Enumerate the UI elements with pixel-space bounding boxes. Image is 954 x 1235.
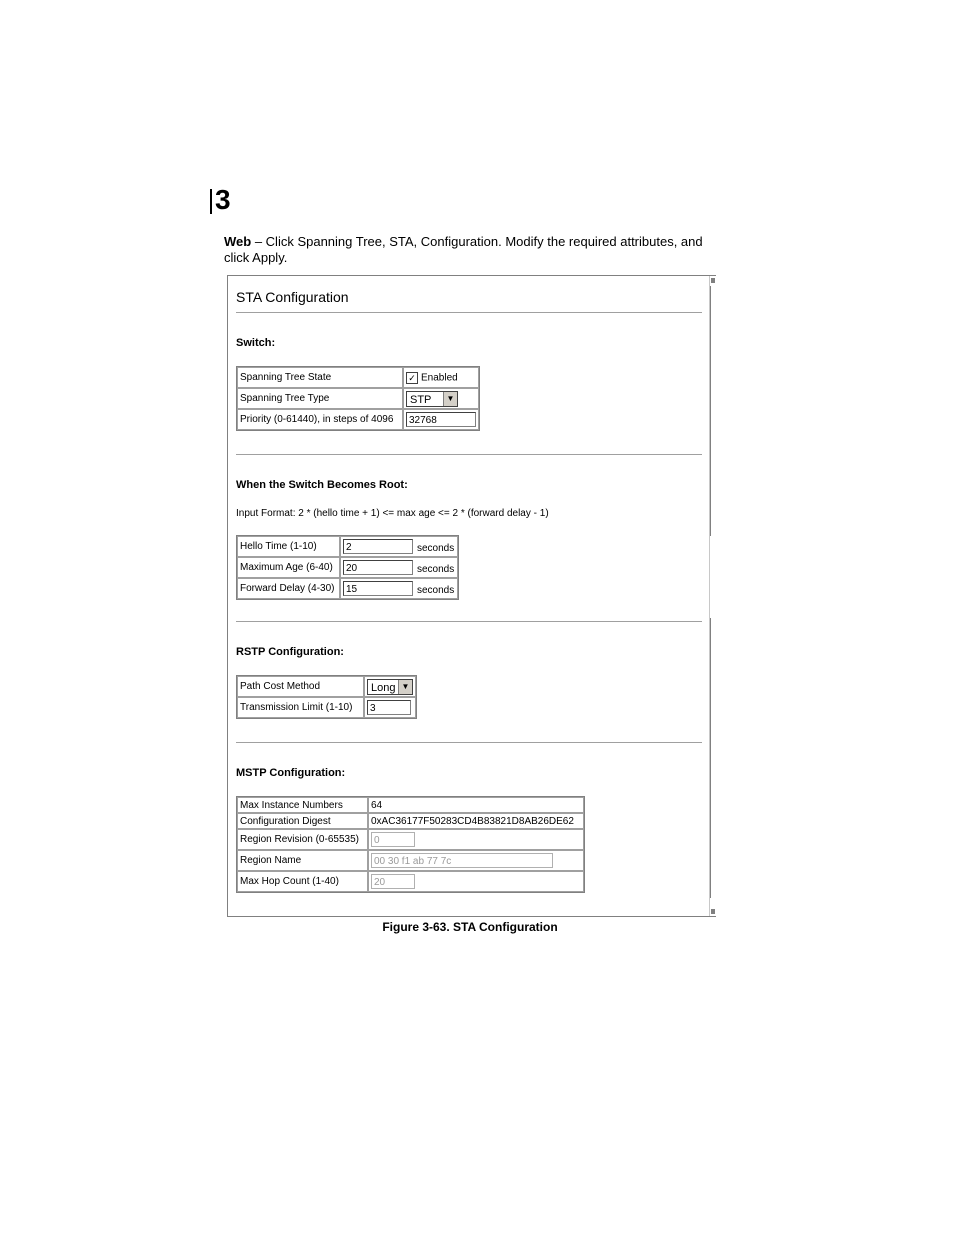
spanning-tree-type-select[interactable]: [406, 391, 458, 407]
region-revision-input[interactable]: 0: [371, 832, 415, 847]
mstp-table: [236, 796, 585, 893]
intro-bold: Web: [224, 234, 252, 249]
fwd-label: Forward Delay (4-30): [237, 578, 340, 599]
region-revision-cell: [368, 829, 584, 850]
table-row: [237, 367, 479, 388]
chevron-down-icon[interactable]: ▼: [443, 392, 457, 406]
type-value: STP: [410, 393, 432, 406]
path-cost-value: Long: [371, 681, 396, 694]
tx-limit-cell: [364, 697, 416, 718]
page-title: STA Configuration: [236, 289, 349, 305]
table-row: [237, 797, 584, 813]
enabled-checkbox[interactable]: ✓: [406, 372, 418, 384]
max-hop-label: Max Hop Count (1-40): [237, 871, 368, 892]
intro-text: – Click Spanning Tree, STA, Configuration. Modify the required attributes, and click Apply.: [224, 234, 703, 265]
region-name-input[interactable]: 00 30 f1 ab 77 7c: [371, 853, 553, 868]
table-row: [237, 676, 416, 697]
maxage-unit: seconds: [417, 564, 455, 575]
type-label: Spanning Tree Type: [237, 388, 403, 409]
priority-label: Priority (0-61440), in steps of 4096: [237, 409, 403, 430]
scroll-up-icon[interactable]: [711, 278, 715, 283]
chapter-number-text: 3: [215, 184, 230, 215]
table-row: [237, 536, 458, 557]
rstp-heading: RSTP Configuration:: [236, 646, 344, 658]
priority-cell: [403, 409, 479, 430]
scroll-thumb[interactable]: [710, 286, 716, 536]
enabled-label: Enabled: [421, 372, 458, 384]
table-row: [237, 697, 416, 718]
table-row: [237, 829, 584, 850]
fwd-unit: seconds: [417, 585, 455, 596]
region-name-label: Region Name: [237, 850, 368, 871]
path-cost-method-select[interactable]: [367, 679, 413, 695]
maxage-cell: [340, 557, 458, 578]
region-name-cell: [368, 850, 584, 871]
max-instance-label: Max Instance Numbers: [237, 797, 368, 813]
table-row: [237, 813, 584, 829]
table-row: [237, 578, 458, 599]
path-cost-label: Path Cost Method: [237, 676, 364, 697]
transmission-limit-input[interactable]: 3: [367, 700, 411, 715]
hello-time-input[interactable]: 2: [343, 539, 413, 554]
maximum-age-input[interactable]: 20: [343, 560, 413, 575]
scroll-down-icon[interactable]: [711, 909, 715, 914]
scroll-track[interactable]: [710, 618, 716, 898]
max-hop-cell: [368, 871, 584, 892]
divider: [236, 454, 702, 455]
table-row: [237, 557, 458, 578]
tx-limit-label: Transmission Limit (1-10): [237, 697, 364, 718]
root-table: [236, 535, 459, 600]
fwd-cell: [340, 578, 458, 599]
path-cost-cell: [364, 676, 416, 697]
divider: [236, 621, 702, 622]
figure-caption: Figure 3-63. STA Configuration: [382, 920, 558, 934]
hello-cell: [340, 536, 458, 557]
maxage-label: Maximum Age (6-40): [237, 557, 340, 578]
sta-configuration-screen: [227, 275, 716, 917]
max-hop-count-input[interactable]: 20: [371, 874, 415, 889]
vertical-scrollbar[interactable]: [709, 276, 716, 916]
switch-heading: Switch:: [236, 337, 276, 349]
priority-input[interactable]: 32768: [406, 412, 476, 427]
max-instance-value: 64: [368, 797, 584, 813]
digest-label: Configuration Digest: [237, 813, 368, 829]
divider: [236, 312, 702, 313]
root-heading: When the Switch Becomes Root:: [236, 479, 408, 491]
state-label: Spanning Tree State: [237, 367, 403, 388]
intro-paragraph: [224, 234, 724, 266]
table-row: [237, 871, 584, 892]
region-revision-label: Region Revision (0-65535): [237, 829, 368, 850]
switch-table: [236, 366, 480, 431]
hello-label: Hello Time (1-10): [237, 536, 340, 557]
hello-unit: seconds: [417, 543, 455, 554]
input-format-note: Input Format: 2 * (hello time + 1) <= max age <= 2 * (forward delay - 1): [236, 508, 549, 519]
divider: [236, 742, 702, 743]
table-row: [237, 850, 584, 871]
mstp-heading: MSTP Configuration:: [236, 767, 346, 779]
table-row: [237, 388, 479, 409]
type-cell: [403, 388, 479, 409]
table-row: [237, 409, 479, 430]
chapter-number: [210, 184, 240, 215]
rstp-table: [236, 675, 417, 719]
digest-value: 0xAC36177F50283CD4B83821D8AB26DE62: [368, 813, 584, 829]
forward-delay-input[interactable]: 15: [343, 581, 413, 596]
chevron-down-icon[interactable]: ▼: [398, 680, 412, 694]
state-cell: [403, 367, 479, 388]
